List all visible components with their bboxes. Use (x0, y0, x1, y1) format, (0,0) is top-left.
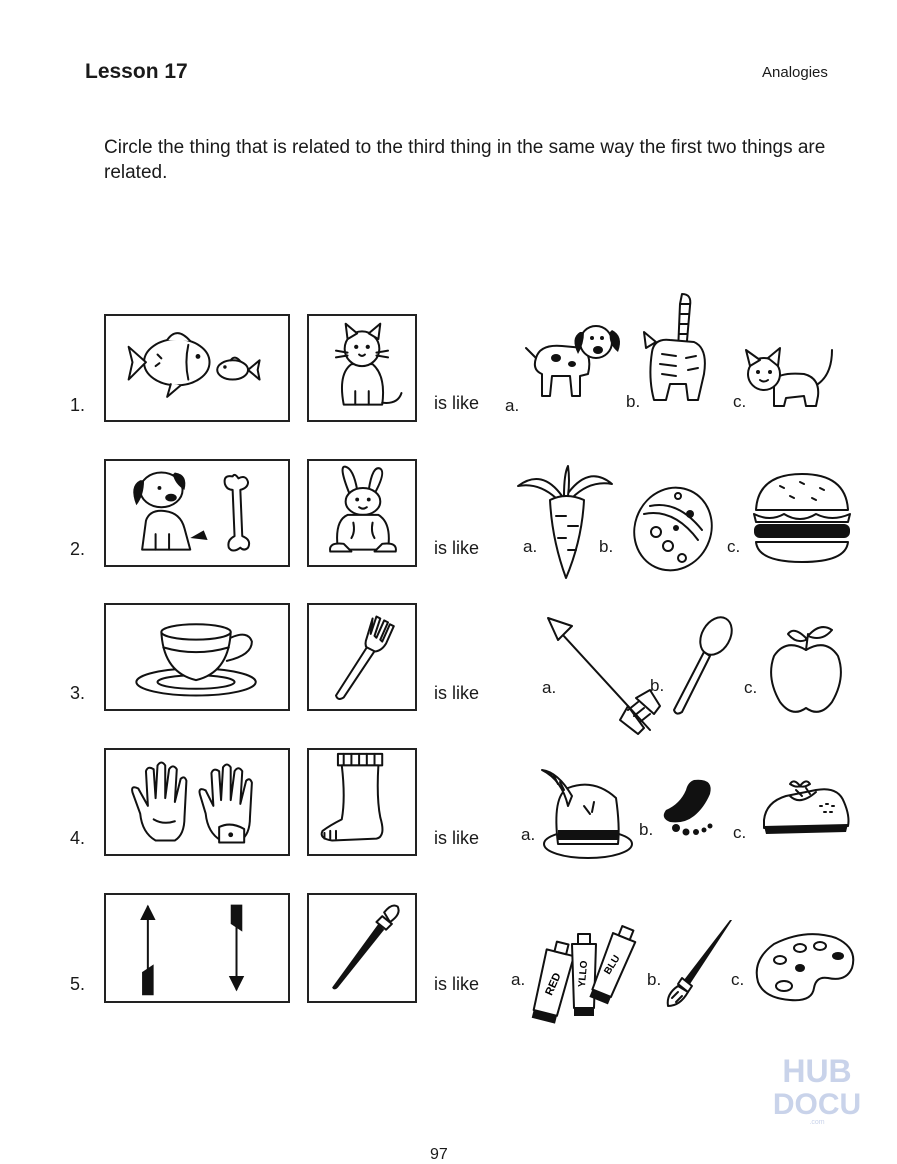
second-item-box (307, 748, 417, 856)
page-number: 97 (430, 1146, 448, 1163)
arrow-icon (540, 610, 664, 740)
bone-icon (225, 475, 250, 551)
option-b-letter: b. (647, 970, 662, 989)
cat-icon (309, 316, 415, 420)
question-number: 4. (70, 828, 86, 848)
first-pair-box (104, 748, 290, 856)
is-like-label: is like (434, 538, 480, 558)
carrot-icon (508, 460, 620, 584)
instructions: Circle the thing that is related to the third thing in the same way the first two things are related. (104, 137, 826, 183)
foot-icon (309, 750, 415, 854)
option-a-image[interactable] (508, 460, 620, 584)
cat-back-icon (640, 288, 712, 414)
option-c-letter: c. (727, 537, 741, 556)
option-c-letter: c. (733, 823, 747, 842)
tube-label: RED (543, 971, 564, 998)
is-like-label: is like (434, 828, 480, 848)
fork-icon (309, 605, 415, 709)
fish-icon (217, 358, 259, 380)
easter-egg-icon (630, 484, 716, 574)
option-b-image[interactable] (664, 614, 738, 718)
option-b-image[interactable] (662, 918, 734, 1010)
hamburger-icon (750, 470, 854, 566)
option-a-letter: a. (505, 396, 520, 415)
is-like-label: is like (434, 393, 480, 413)
palette-icon (750, 930, 858, 1004)
watermark-suffix: .com (809, 1119, 825, 1125)
first-pair-box (104, 603, 290, 711)
option-a-image[interactable] (540, 610, 664, 740)
option-a-letter: a. (521, 825, 536, 844)
second-item-box (307, 314, 417, 422)
option-a-image[interactable] (524, 918, 644, 1028)
option-c-image[interactable] (740, 344, 838, 414)
kitten-icon (740, 344, 838, 414)
watermark-line2: DOCU (772, 1088, 862, 1121)
first-pair-box (104, 314, 290, 422)
topic-label: Analogies (762, 64, 828, 81)
option-a-image[interactable] (522, 318, 628, 402)
paint-tubes-icon (524, 918, 644, 1028)
option-b-letter: b. (650, 676, 665, 695)
watermark-logo (765, 1050, 870, 1125)
question-number: 5. (70, 974, 86, 994)
apple-icon (766, 620, 846, 718)
option-b-letter: b. (599, 537, 614, 556)
spoon-icon (664, 614, 738, 718)
option-b-letter: b. (626, 392, 641, 411)
question-number: 3. (70, 683, 86, 703)
option-c-letter: c. (731, 970, 745, 989)
tube-label: YLLO (576, 960, 591, 988)
glove-icon (200, 764, 252, 842)
option-b-image[interactable] (630, 484, 716, 574)
option-a-letter: a. (523, 537, 538, 556)
option-a-image[interactable] (538, 766, 634, 862)
tube-label: BLU (602, 953, 623, 977)
option-c-image[interactable] (766, 620, 846, 718)
rabbit-icon (309, 461, 415, 565)
option-c-image[interactable] (760, 776, 854, 838)
paintbrush-icon (309, 895, 415, 1001)
second-item-box (307, 893, 417, 1003)
option-c-image[interactable] (750, 930, 858, 1004)
question-number: 1. (70, 395, 86, 415)
dog-icon (522, 318, 628, 402)
hand-icon (132, 763, 186, 841)
option-c-image[interactable] (750, 470, 854, 566)
option-c-letter: c. (744, 678, 758, 697)
lesson-title: Lesson 17 (85, 60, 188, 83)
first-pair-box (104, 893, 290, 1003)
hat-icon (538, 766, 634, 862)
paintbrush-icon (662, 918, 734, 1010)
option-a-letter: a. (542, 678, 557, 697)
option-b-letter: b. (639, 820, 654, 839)
dog-icon (133, 473, 207, 550)
option-b-image[interactable] (654, 776, 720, 838)
second-item-box (307, 459, 417, 567)
option-a-letter: a. (511, 970, 526, 989)
option-b-image[interactable] (640, 288, 712, 414)
teacup-saucer-icon (106, 605, 288, 709)
option-c-letter: c. (733, 392, 747, 411)
is-like-label: is like (434, 974, 480, 994)
is-like-label: is like (434, 683, 480, 703)
arrow-down-icon (229, 905, 244, 992)
question-number: 2. (70, 539, 86, 559)
second-item-box (307, 603, 417, 711)
arrow-up-icon (140, 905, 155, 996)
shoe-icon (760, 776, 854, 838)
first-pair-box (104, 459, 290, 567)
fish-icon (106, 316, 288, 420)
fish-icon (129, 333, 210, 397)
footprint-icon (654, 776, 720, 838)
watermark-line1: HUB (782, 1053, 852, 1089)
